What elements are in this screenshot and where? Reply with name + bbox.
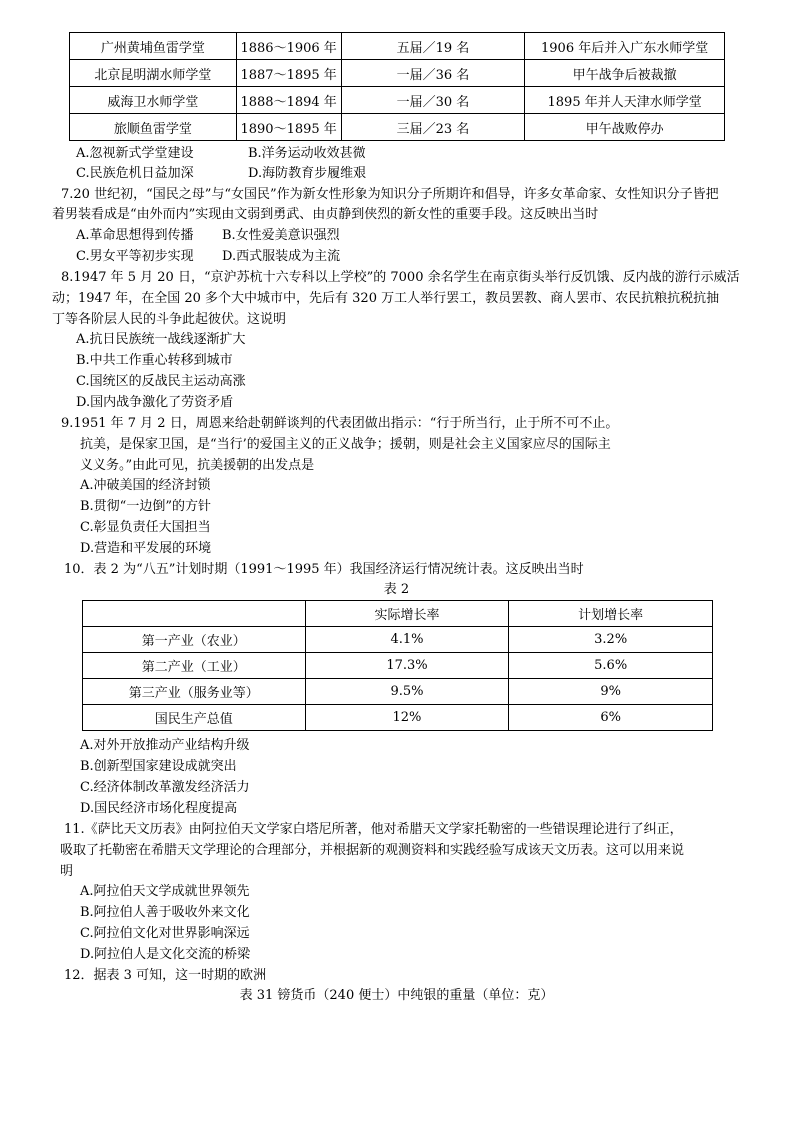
- table-row: [83, 627, 713, 653]
- q7-option-d[interactable]: D.西式服装成为主流: [222, 249, 341, 264]
- table-cell: 1895 年并人天津水师学堂: [525, 87, 725, 114]
- table-row: [83, 705, 713, 731]
- q8-option-c[interactable]: C.国统区的反战民主运动高涨: [76, 374, 246, 389]
- q10-option-c[interactable]: C.经济体制改革激发经济活力: [80, 780, 250, 795]
- table-cell: 北京昆明湖水师学堂: [70, 60, 237, 87]
- table-cell: 一届／30 名: [341, 87, 525, 114]
- q8-stem-line2: 动；1947 年，在全国 20 多个大中城市中，先后有 320 万工人举行罢工，教员罢教、商人罢市、农民抗粮抗税抗抽: [52, 291, 720, 306]
- q11-option-a[interactable]: A.阿拉伯天文学成就世界领先: [80, 884, 250, 899]
- table-economy-growth: [82, 600, 713, 731]
- q9-option-a[interactable]: A.冲破美国的经济封锁: [80, 478, 211, 493]
- table-cell: 甲午战败停办: [525, 114, 725, 141]
- q6-option-a[interactable]: A.忽视新式学堂建设: [76, 146, 194, 161]
- table-cell: 4.1%: [305, 627, 509, 653]
- table-cell: 12%: [305, 705, 509, 731]
- q11-stem-line1: 11.《萨比天文历表》由阿拉伯天文学家白塔尼所著，他对希腊天文学家托勒密的一些错误理论进行了纠正，: [64, 822, 683, 837]
- q10-option-d[interactable]: D.国民经济市场化程度提高: [80, 801, 238, 816]
- q11-option-b[interactable]: B.阿拉伯人善于吸收外来文化: [80, 905, 250, 920]
- table-row: [70, 33, 725, 60]
- table-cell: 五届／19 名: [341, 33, 525, 60]
- table-cell: 1887～1895 年: [236, 60, 341, 87]
- q8-option-a[interactable]: A.抗日民族统一战线逐渐扩大: [76, 332, 246, 347]
- table-header-row: [83, 601, 713, 627]
- q8-stem-line1: 8.1947 年 5 月 20 日，“京沪苏杭十六专科以上学校”的 7000 余名学生在南京街头举行反饥饿、反内战的游行示威活: [61, 270, 740, 285]
- table-cell: 第二产业（工业）: [83, 653, 306, 679]
- q11-option-d[interactable]: D.阿拉伯人是文化交流的桥梁: [80, 947, 251, 962]
- q12-stem: 12．据表 3 可知，这一时期的欧洲: [64, 968, 267, 983]
- table-cell: 3.2%: [509, 627, 713, 653]
- q9-stem-line2: 抗美，是保家卫国，是“当行’的爱国主义的正义战争；援朝，则是社会主义国家应尽的国际主: [80, 437, 611, 452]
- table-cell: 一届／36 名: [341, 60, 525, 87]
- table-row: [70, 60, 725, 87]
- table-cell: 6%: [509, 705, 713, 731]
- table-header-cell: 实际增长率: [305, 601, 509, 627]
- table2-caption: 表 2: [383, 582, 410, 597]
- table-header-cell: 计划增长率: [509, 601, 713, 627]
- table-cell: 9%: [509, 679, 713, 705]
- table-cell: 国民生产总值: [83, 705, 306, 731]
- table-cell: 1886～1906 年: [236, 33, 341, 60]
- table-row: [70, 114, 725, 141]
- table-cell: 1906 年后并入广东水师学堂: [525, 33, 725, 60]
- table-cell: 17.3%: [305, 653, 509, 679]
- table-cell: 甲午战争后被裁撤: [525, 60, 725, 87]
- table-cell: 第三产业（服务业等）: [83, 679, 306, 705]
- q10-option-b[interactable]: B.创新型国家建设成就突出: [80, 759, 237, 774]
- q6-option-d[interactable]: D.海防教育步履维艰: [248, 166, 367, 181]
- table-header-cell: [83, 601, 306, 627]
- q7-option-b[interactable]: B.女性爱美意识强烈: [222, 228, 340, 243]
- q7-option-c[interactable]: C.男女平等初步实现: [76, 249, 194, 264]
- table-naval-schools: [69, 32, 725, 141]
- table-cell: 威海卫水师学堂: [70, 87, 237, 114]
- table-cell: 1890～1895 年: [236, 114, 341, 141]
- q6-option-b[interactable]: B.洋务运动收效甚微: [248, 146, 366, 161]
- q6-option-c[interactable]: C.民族危机日益加深: [76, 166, 194, 181]
- table-row: [83, 679, 713, 705]
- table3-caption: 表 31 镑货币（240 便士）中纯银的重量（单位：克）: [239, 988, 554, 1003]
- q8-stem-line3: 丁等各阶层人民的斗争此起彼伏。这说明: [52, 312, 287, 327]
- q9-option-b[interactable]: B.贯彻“一边倒”的方针: [80, 499, 211, 514]
- q11-option-c[interactable]: C.阿拉伯文化对世界影响深远: [80, 926, 250, 941]
- q11-stem-line2: 吸取了托勒密在希腊天文学理论的合理部分，并根据新的观测资料和实践经验写成该天文历表。这可以用来说: [60, 843, 685, 858]
- table-cell: 1888～1894 年: [236, 87, 341, 114]
- table-row: [83, 653, 713, 679]
- q7-stem-line1: 7.20 世纪初，“国民之母”与“女国民”作为新女性形象为知识分子所期许和倡导，许多女革命家、女性知识分子皆把: [61, 187, 719, 202]
- q9-option-d[interactable]: D.营造和平发展的环境: [80, 541, 212, 556]
- q8-option-b[interactable]: B.中共工作重心转移到城市: [76, 353, 233, 368]
- table-cell: 第一产业（农业）: [83, 627, 306, 653]
- q10-stem: 10．表 2 为“八五”计划时期（1991～1995 年）我国经济运行情况统计表。这反映出当时: [64, 562, 584, 577]
- q9-stem-line1: 9.1951 年 7 月 2 日，周恩来给赴朝鲜谈判的代表团做出指示：“行于所当行，止于所不可不止。: [61, 416, 619, 431]
- q7-stem-line2: 着男装看成是“由外而内”实现由文弱到勇武、由贞静到侠烈的新女性的重要手段。这反映出当时: [52, 207, 599, 222]
- q7-option-a[interactable]: A.革命思想得到传播: [76, 228, 194, 243]
- q11-stem-line3: 明: [60, 864, 74, 879]
- q9-option-c[interactable]: C.彰显负责任大国担当: [80, 520, 211, 535]
- q9-stem-line3: 义义务。”由此可见，抗美援朝的出发点是: [80, 458, 315, 473]
- table-row: [70, 87, 725, 114]
- table-cell: 广州黄埔鱼雷学堂: [70, 33, 237, 60]
- table-cell: 旅顺鱼雷学堂: [70, 114, 237, 141]
- q10-option-a[interactable]: A.对外开放推动产业结构升级: [80, 738, 250, 753]
- q8-option-d[interactable]: D.国内战争激化了劳资矛盾: [76, 395, 234, 410]
- table-cell: 5.6%: [509, 653, 713, 679]
- table-cell: 三届／23 名: [341, 114, 525, 141]
- table-cell: 9.5%: [305, 679, 509, 705]
